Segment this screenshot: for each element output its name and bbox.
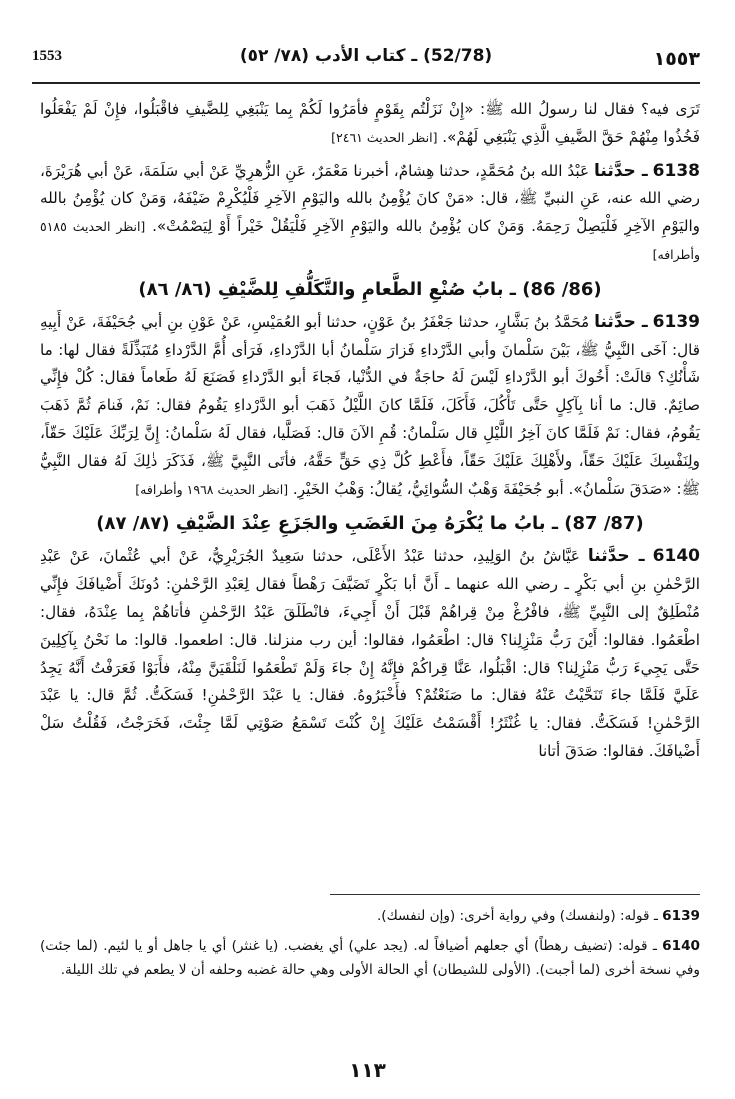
hadith-text: عَيَّاشُ بنُ الوَلِيدِ، حدثنا عَبْدُ الأَعْلَى، حدثنا سَعِيدٌ الجُرَيْرِيُّ، عَنْ أبي عُثْمانَ، عَنْ عَبْدِ الرَّحْمٰنِ بنِ أبي بَكْرٍ ـ رضي الله عنهما ـ أَنَّ أبا بَكْرٍ تَضَيَّفَ رَهْطاً فقال لِعَبْدِ الرَّحْمٰنِ: دُونَكَ أَضْيافَكَ فإِنِّي مُنْطَلِقٌ إلى النَّبِيِّ ﷺ، فافْرُغْ مِنْ قِراهُمْ قَبْلَ أَنْ أَجِيءَ، فانْطَلَقَ عَبْدُ الرَّحْمٰنِ فأتاهُمْ بِما عِنْدَهُ، فقال: اطْعَمُوا. فقالوا: أَيْنَ رَبُّ مَنْزِلِنا؟ قال: اطْعَمُوا، فقالوا: أين رب منزلنا. قال: اطعموا. قالوا: ما نَحْنُ بِآكِلِينَ حَتَّى يَجِيءَ رَبُّ مَنْزِلِنا؟ قال: اقْبَلُوا، عَنَّا قِراكُمْ فإِنَّهُ إِنْ جاءَ وَلَمْ تَطْعَمُوا لَنَلْقَيَنَّ مِنْهُ، فأَبَوْا فَعَرَفْتُ أَنَّهُ يَجِدُ عَلَيَّ فَلَمَّا جاءَ تَنَحَّيْتُ عَنْهُ فقال: ما صَنَعْتُمْ؟ فأَخْبَرُوهُ. فقال: يا عَبْدَ الرَّحْمٰنِ! فَسَكَتُّ. ثُمَّ قال: يا عَبْدَ الرَّحْمٰنِ! فَسَكَتُّ. فقال: يا غُنْثَرُ! أَقْسَمْتُ عَلَيْكَ إِنْ كُنْتَ تَسْمَعُ صَوْتِي لَمَّا جِئْتَ، فَخَرَجْتُ، فَقُلْتُ سَلْ أَضْيافَكَ. فقالوا: صَدَقَ أتانا: [40, 547, 700, 760]
chapter-86-heading: (86/ 86) ـ بابُ صُنْعِ الطَّعامِ والتَّكَلُّفِ لِلضَّيْفِ (٨٦/ ٨٦): [138, 278, 602, 300]
hadith-text: عَبْدُ الله بنُ مُحَمَّدٍ، حدثنا هِشامٌ، أخبرنا مَعْمَرٌ، عَنِ الزُّهرِيِّ عَنْ أبي سَلَمَةَ، عَنْ أبي هُرَيْرَةَ، رضي الله عنه، عَنِ النبيِّ ﷺ، قال: «مَنْ كانَ يُؤْمِنُ بالله واليَوْمِ الآخِرِ فَلْيُكْرِمْ ضَيْفَهُ، وَمَنْ كان يُؤْمِنُ بالله واليَوْمِ الآخِرِ فَلْيَصِلْ رَحِمَهُ. وَمَنْ كان يُؤْمِنُ بالله واليَوْمِ الآخِرِ فَلْيَقُلْ خَيْراً أَوْ لِيَصْمُتْ».: [40, 161, 700, 236]
hadith-opening: ـ حدَّثنا: [587, 546, 645, 567]
page-header: [32, 44, 700, 84]
footnote-6140: [40, 934, 700, 982]
page-number-latin: 1553: [32, 48, 62, 64]
footnote-6139: [40, 904, 700, 928]
footnote-text: ـ قوله: (تضيف رهطاً) أي جعلهم أضيافاً له. (يجد علي) أي يغضب. (يا غنثر) أي يا جاهل أو يا لئيم. (لما جئت) وفي نسخة أخرى (لما أجبت). (الأولى للشيطان) أي الحالة الأولى وهي حالة غضبه وحلفه أن لا يطعم في تلك الليلة.: [40, 938, 700, 978]
page-number-footer: ١١٣: [349, 1058, 386, 1082]
continuation-reference: [انظر الحديث ٢٤٦١]: [331, 129, 438, 145]
footnote-divider: [330, 894, 700, 895]
continuation-paragraph: [40, 96, 700, 152]
main-text: [40, 96, 700, 866]
continuation-text: تَرَى فيه؟ فقال لنا رسولُ الله ﷺ: «إِنْ نَزَلْتُم بِقَوْمٍ فأمَرُوا لَكُمْ بِما يَنْبَغِي لِلضَّيفِ فاقْبَلُوا، فإِنْ لَمْ يَفْعَلُوا فَخُذُوا مِنْهُمْ حَقَّ الضَّيفِ الَّذِي يَنْبَغِي لَهُمْ».: [40, 100, 700, 146]
hadith-number: 6140: [652, 546, 700, 567]
page-number-arabic: ١٥٥٣: [653, 48, 700, 70]
hadith-reference: [انظر الحديث ١٩٦٨ وأطرافه]: [135, 481, 289, 497]
hadith-text: مُحَمَّدُ بنُ بَشَّارٍ، حدثنا جَعْفَرُ بنُ عَوْنٍ، حدثنا أبو العُمَيْسِ، عَنْ عَوْنِ بنِ أبي جُحَيْفَةَ، عَنْ أَبِيهِ قال: آخَى النَّبِيُّ ﷺ، بَيْنَ سَلْمانَ وأبي الدَّرْداءِ فَزارَ سَلْمانُ أبا الدَّرْداءِ، فَرَأى أُمَّ الدَّرْداءِ مُتَبَذِّلَةً فقال لها: ما شَأْنُكِ؟ قالَتْ: أَخُوكَ أبو الدَّرْداءِ لَيْسَ لَهُ حاجَةٌ في الدُّنْيا، فَجاءَ أبو الدَّرْداءِ فَصَنَعَ لَهُ طَعاماً فقال: كُلْ فإِنِّي صائِمٌ. قال: ما أنا بِآكِلٍ حَتَّى تَأْكُلَ، فَأَكَلَ، فَلَمَّا كانَ اللَّيْلُ ذَهَبَ أبو الدَّرْداءِ يَقُومُ فقال: نَمْ، فَنامَ ثُمَّ ذَهَبَ يَقُومُ، فقال: نَمْ فَلَمَّا كانَ آخِرُ اللَّيْلِ قال سَلْمانُ: قُمِ الآنَ قال: فَصَلَّيا، فقال لَهُ سَلْمانُ: إِنَّ لِرَبِّكَ عَلَيْكَ حَقّاً، ولِنَفْسِكَ عَلَيْكَ حَقّاً، ولأَهْلِكَ عَلَيْكَ حَقّاً، فأَعْطِ كُلَّ ذِي حَقٍّ حَقَّهُ، فأتَى النَّبِيَّ ﷺ، فَذَكَرَ ذٰلِكَ لَهُ فقال النَّبِيُّ ﷺ: «صَدَقَ سَلْمانُ». أبو جُحَيْفَةَ وَهْبٌ السُّوائِيُّ، يُقالُ: وَهْبُ الخَيْرِ.: [40, 312, 700, 498]
hadith-6139: [40, 309, 700, 504]
hadith-6138: [40, 158, 700, 269]
running-title: (52/78) ـ كتاب الأدب (٧٨/ ٥٢): [239, 46, 493, 66]
hadith-opening: ـ حدَّثنا: [594, 160, 648, 181]
footnotes: [40, 904, 700, 988]
hadith-number: 6138: [652, 160, 700, 181]
header-divider: [32, 82, 700, 84]
hadith-reference: [انظر الحديث ٥١٨٥ وأطرافه]: [40, 219, 700, 262]
hadith-6140: [40, 543, 700, 765]
chapter-87-heading: (87/ 87) ـ بابُ ما يُكْرَهُ مِنَ الغَضَبِ والجَزَعِ عِنْدَ الضَّيْفِ (٨٧/ ٨٧): [96, 513, 644, 535]
hadith-number: 6139: [652, 311, 700, 332]
footnote-text: ـ قوله: (ولنفسك) وفي رواية أخرى: (وإن لنفسك).: [376, 908, 658, 924]
footnote-number: 6139: [662, 908, 700, 924]
footnote-number: 6140: [662, 938, 700, 954]
hadith-opening: ـ حدَّثنا: [594, 311, 648, 332]
